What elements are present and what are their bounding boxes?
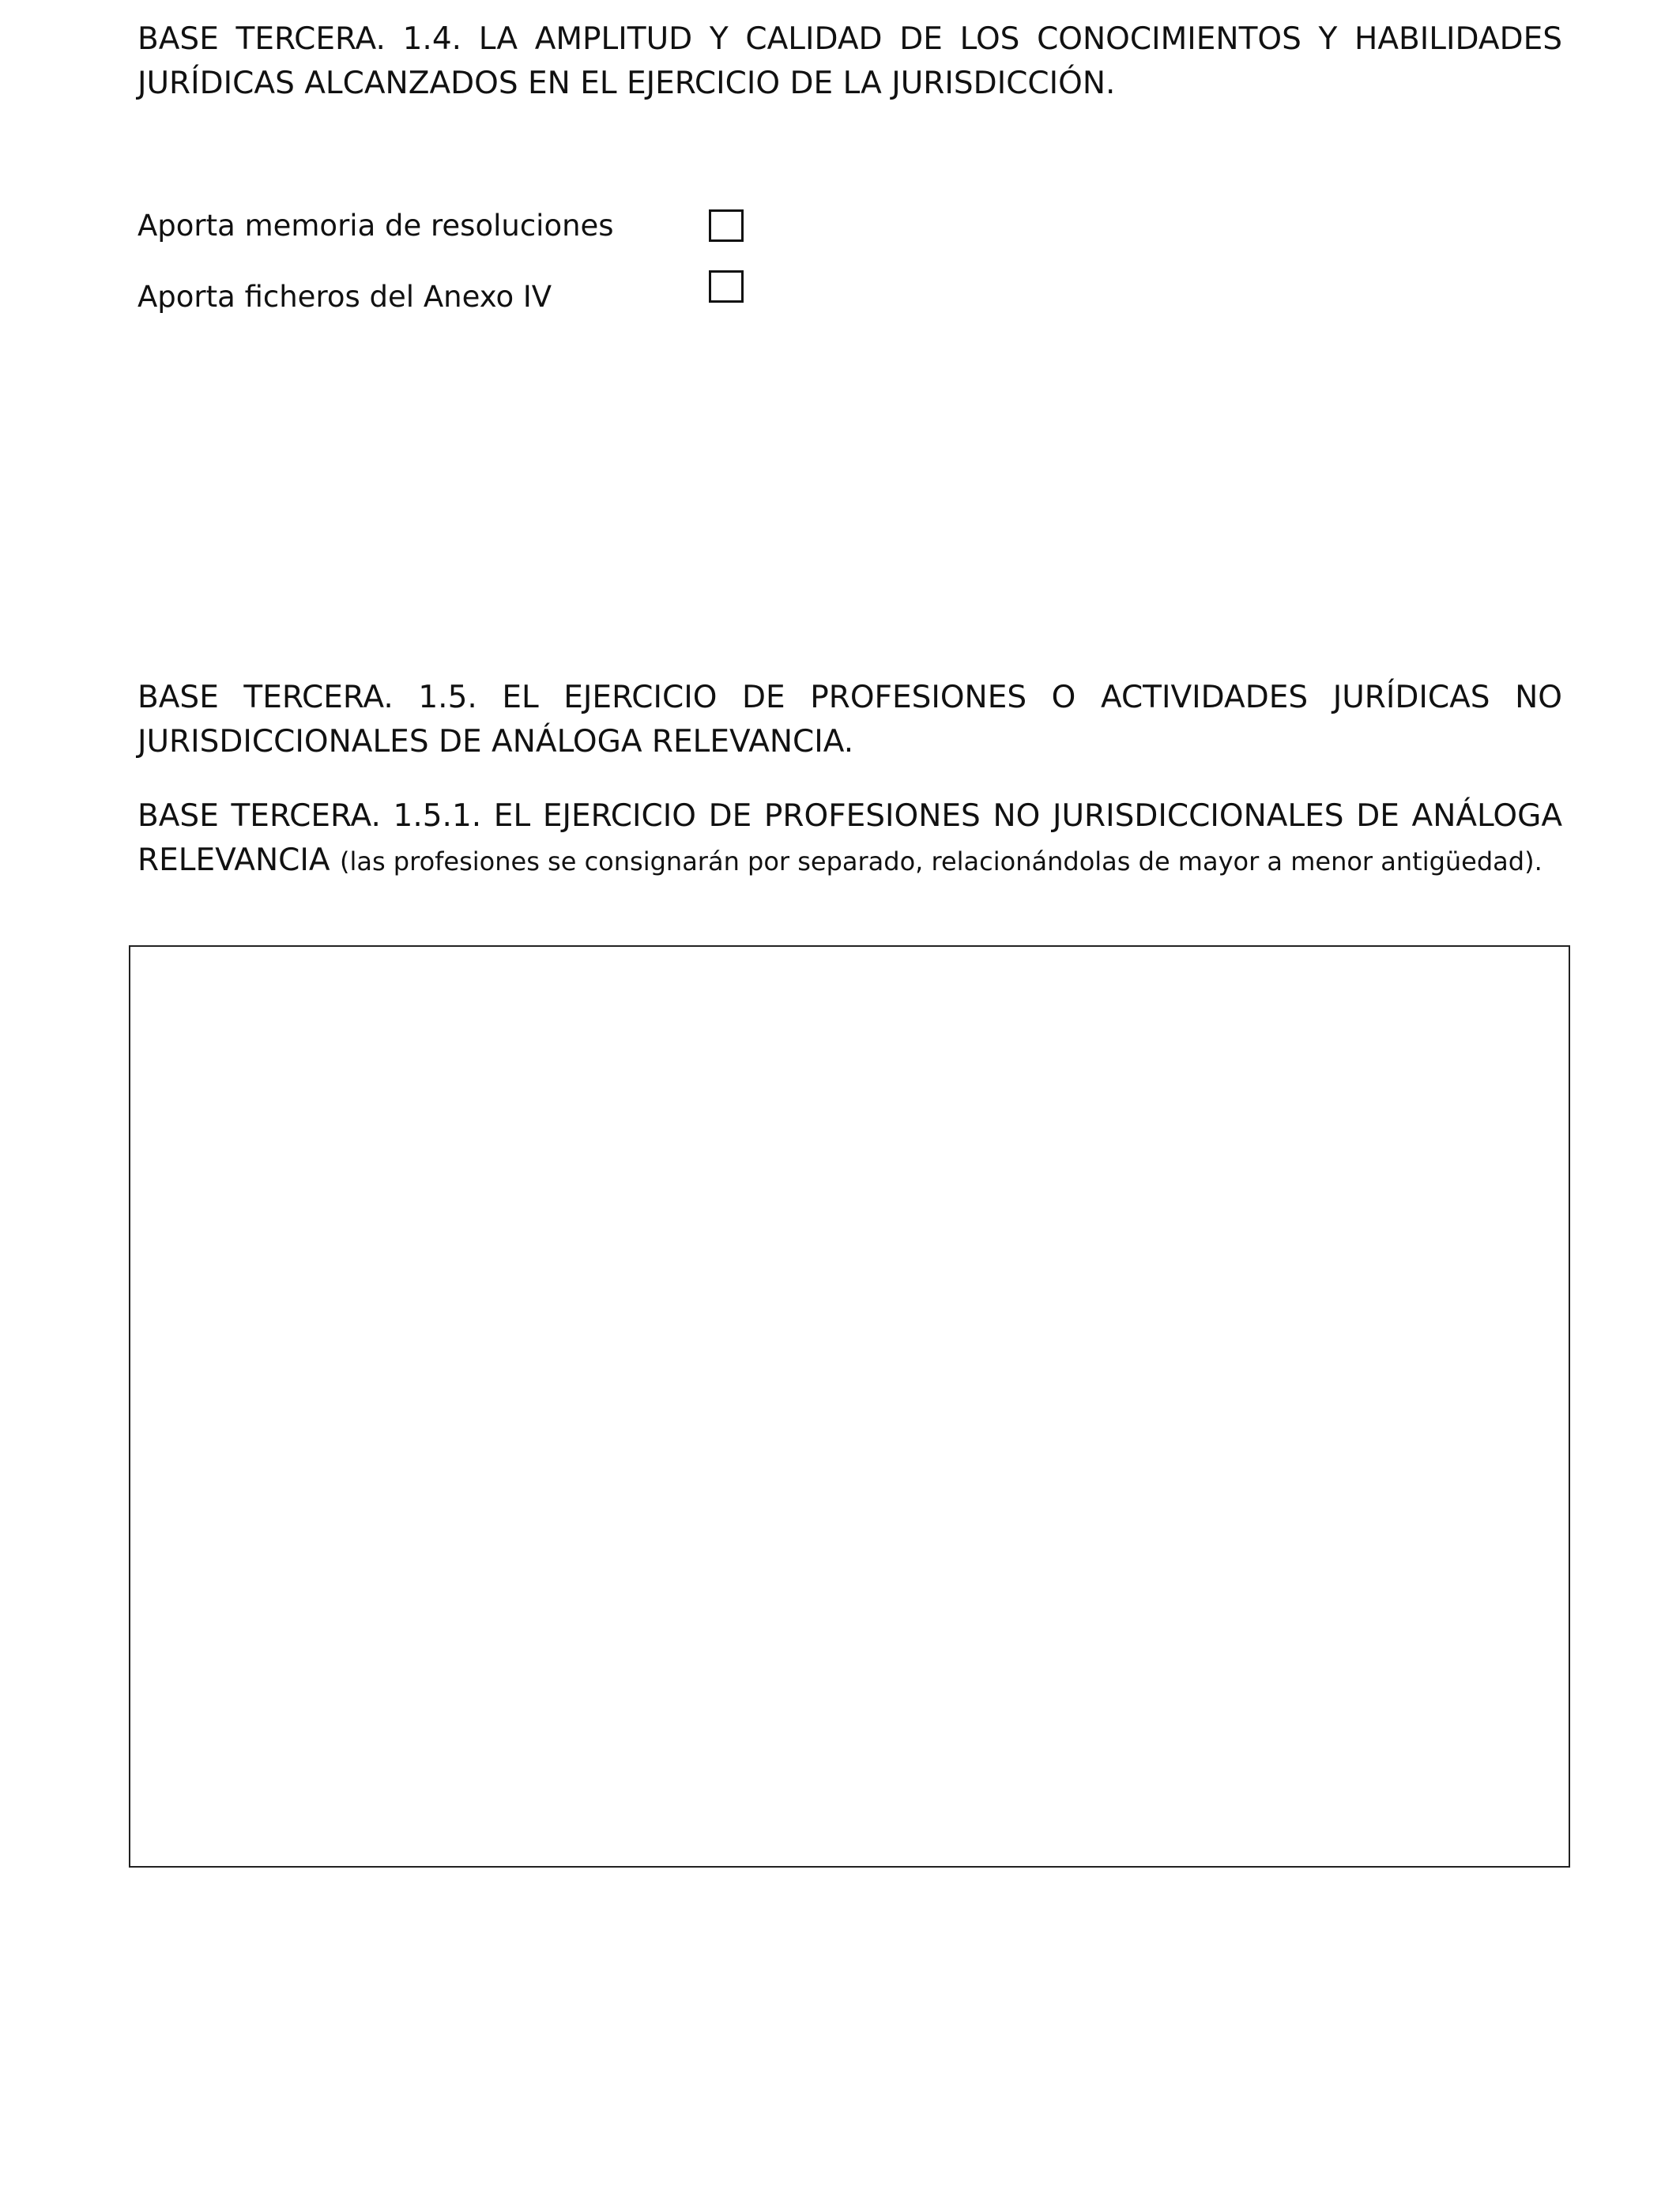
section-1-5-1-note: (las profesiones se consignarán por separado, relacionándolas de mayor a menor antigüedad). [339, 846, 1543, 876]
checkbox-row-memoria [137, 204, 849, 248]
section-1-5-heading: BASE TERCERA. 1.5. EL EJERCICIO DE PROFESIONES O ACTIVIDADES JURÍDICAS NO JURISDICCIONALES DE ANÁLOGA RELEVANCIA. [137, 680, 1562, 760]
section-1-4-heading: BASE TERCERA. 1.4. LA AMPLITUD Y CALIDAD DE LOS CONOCIMIENTOS Y HABILIDADES JURÍDICAS ALCANZADOS EN EL EJERCICIO DE LA JURISDICCIÓN. [137, 21, 1562, 101]
checkbox-memoria-resoluciones[interactable] [709, 209, 744, 242]
professions-answer-box[interactable] [129, 945, 1570, 1868]
section-1-5-1-title: BASE TERCERA. 1.5.1. EL EJERCICIO DE PROFESIONES NO JURISDICCIONALES DE ANÁLOGA RELEVANCIA [137, 798, 1562, 878]
checkbox-row-anexo [137, 275, 849, 319]
checkbox-label-memoria: Aporta memoria de resoluciones [137, 209, 614, 243]
section-1-5-1-heading [137, 794, 1562, 884]
checkbox-ficheros-anexo-iv[interactable] [709, 270, 744, 303]
checkbox-label-anexo: Aporta ficheros del Anexo IV [137, 280, 552, 314]
